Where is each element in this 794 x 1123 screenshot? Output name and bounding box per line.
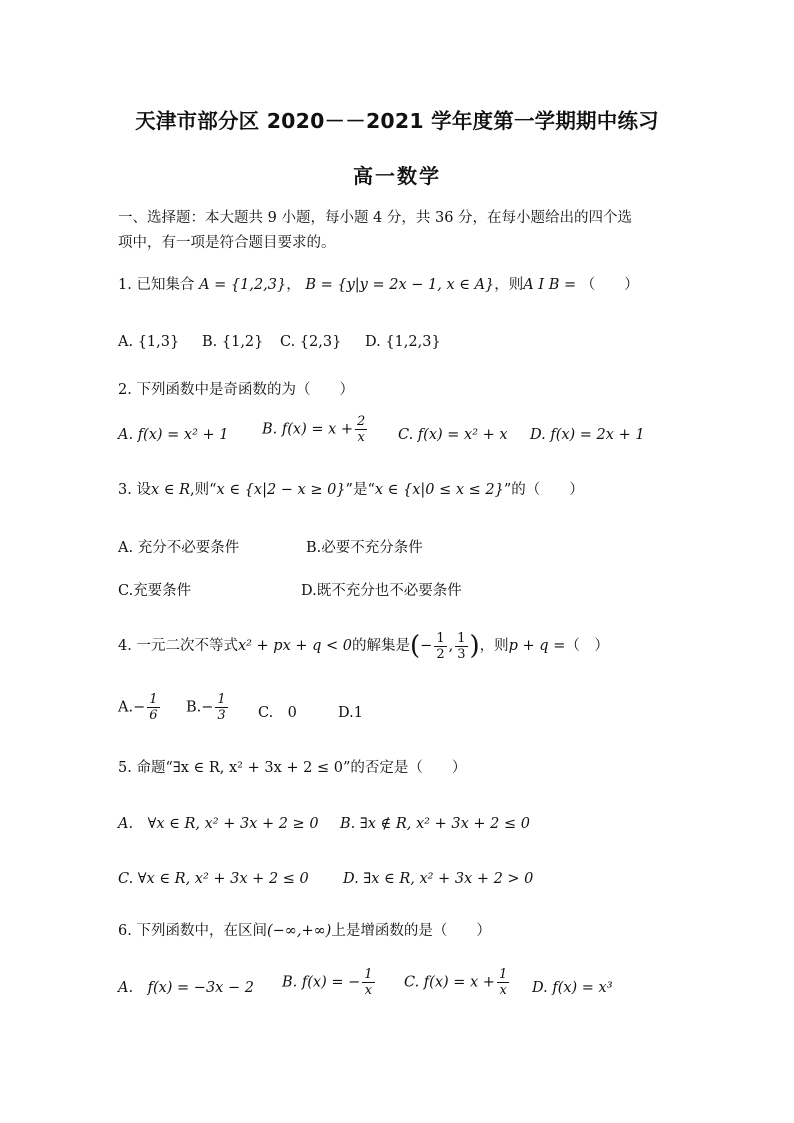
question-text: ,则“ xyxy=(190,482,217,498)
denominator: 3 xyxy=(457,646,466,662)
option-b: B. ∃x ∉ R, x² + 3x + 2 ≤ 0 xyxy=(340,816,530,832)
answer-blank: （ ） xyxy=(565,638,609,654)
denominator: x xyxy=(355,429,367,445)
section-instruction-line2: 项中，有一项是符合题目要求的。 xyxy=(118,235,336,251)
question-text: 下列函数中，在区间 xyxy=(136,923,267,939)
option-c: C. {2,3} xyxy=(280,334,342,350)
question-text: 一元二次不等式 xyxy=(136,638,238,654)
math-expression: x ∈ {x|0 ≤ x ≤ 2} xyxy=(374,482,504,498)
question-text: ”是“ xyxy=(345,482,375,498)
fraction xyxy=(455,631,467,662)
question-3 xyxy=(118,480,584,500)
math-expression: A = {1,2,3} xyxy=(199,277,287,293)
question-2 xyxy=(118,380,354,400)
question-6 xyxy=(118,921,491,941)
fraction xyxy=(434,631,446,662)
option-d: D. f(x) = 2x + 1 xyxy=(530,427,645,443)
option-text: B. f(x) = − xyxy=(282,974,361,991)
denominator: x xyxy=(362,982,374,998)
option-c: C. ∀x ∈ R, x² + 3x + 2 ≤ 0 xyxy=(118,871,309,887)
option-label: A. xyxy=(118,699,134,716)
question-text: 的解集是 xyxy=(352,638,411,654)
question-number: 2. xyxy=(118,382,132,398)
option-a: A. {1,3} xyxy=(118,334,180,350)
question-text: ， xyxy=(286,277,301,293)
option-b xyxy=(282,967,377,998)
option-c: C. f(x) = x² + x xyxy=(398,427,508,443)
question-text: 下列函数中是奇函数的为（ ） xyxy=(136,382,354,398)
denominator: 2 xyxy=(436,646,445,662)
answer-blank: （ ） xyxy=(580,277,639,293)
question-number: 5. xyxy=(118,760,132,776)
fraction xyxy=(215,692,227,723)
option-d: D. ∃x ∈ R, x² + 3x + 2 > 0 xyxy=(343,871,534,887)
fraction xyxy=(497,967,509,998)
option-text: B. f(x) = x + xyxy=(262,421,354,438)
question-number: 1. xyxy=(118,277,132,293)
option-a: A. f(x) = −3x − 2 xyxy=(118,980,254,996)
option-c: C.充要条件 xyxy=(118,583,192,599)
option-a: A. f(x) = x² + 1 xyxy=(118,427,229,443)
question-4: 4. 一元二次不等式x² + px + q < 0的解集是(− $\frac{1}{2}$ , $\frac{1}{3}$ )，则p + q =（ ） xyxy=(118,630,609,662)
math-expression: (−∞,+∞) xyxy=(266,923,332,939)
option-d: D. f(x) = x³ xyxy=(532,980,613,996)
question-number: 6. xyxy=(118,923,132,939)
question-text: ，则 xyxy=(479,638,509,654)
option-b xyxy=(262,414,369,445)
option-b: B.必要不充分条件 xyxy=(306,540,423,556)
question-text: 命题“∃x ∈ R, x² + 3x + 2 ≤ 0”的否定是（ ） xyxy=(136,760,467,776)
right-paren: ) xyxy=(469,631,480,661)
numerator: 1 xyxy=(436,630,445,646)
section-instruction-line1: 一、选择题：本大题共 9 小题，每小题 4 分，共 36 分，在每小题给出的四个选 xyxy=(118,210,633,226)
math-expression: x ∈ {x|2 − x ≥ 0} xyxy=(216,482,346,498)
option-d: D. {1,2,3} xyxy=(365,334,441,350)
numerator: 1 xyxy=(364,967,373,982)
math-expression: A I B = xyxy=(523,277,577,293)
math-expression: x² + px + q < 0 xyxy=(237,638,353,654)
fraction xyxy=(355,414,367,445)
option-c: C. 0 xyxy=(258,705,297,721)
question-text: 上是增函数的是（ ） xyxy=(331,923,491,939)
option-b: B. {1,2} xyxy=(202,334,264,350)
fraction xyxy=(147,692,159,723)
left-paren: ( xyxy=(410,631,421,661)
denominator: x xyxy=(497,982,509,998)
option-b: B.− $\frac{1}{3}$ xyxy=(186,692,226,723)
question-text: 设 xyxy=(136,482,151,498)
denominator: 3 xyxy=(217,708,226,723)
question-number: 3. xyxy=(118,482,132,498)
question-text: ，则 xyxy=(494,277,524,293)
denominator: 6 xyxy=(149,708,158,723)
question-5 xyxy=(118,758,466,778)
option-d: D.1 xyxy=(338,705,363,721)
numerator: 1 xyxy=(457,630,466,646)
option-a: A. 充分不必要条件 xyxy=(118,540,240,556)
option-text: C. f(x) = x + xyxy=(404,974,495,991)
option-c xyxy=(404,967,511,998)
math-expression: x ∈ R xyxy=(150,482,190,498)
page-title: 天津市部分区 2020－－2021 学年度第一学期期中练习 xyxy=(135,109,659,133)
numerator: 1 xyxy=(498,967,508,982)
question-number: 4. xyxy=(118,638,132,654)
fraction xyxy=(362,967,374,998)
numerator: 1 xyxy=(149,692,158,707)
math-expression: B = {y|y = 2x − 1, x ∈ A} xyxy=(305,277,495,293)
page-subtitle: 高一数学 xyxy=(353,164,441,188)
option-d: D.既不充分也不必要条件 xyxy=(301,583,462,599)
option-a: A.− $\frac{1}{6}$ xyxy=(118,692,158,723)
question-text: 已知集合 xyxy=(136,277,195,293)
option-a: A. ∀x ∈ R, x² + 3x + 2 ≥ 0 xyxy=(118,816,319,832)
math-expression: p + q = xyxy=(508,638,566,654)
numerator: 2 xyxy=(357,414,366,429)
question-text: ”的（ ） xyxy=(503,482,584,498)
question-1 xyxy=(118,275,639,295)
option-label: B. xyxy=(186,699,202,716)
numerator: 1 xyxy=(217,692,226,707)
